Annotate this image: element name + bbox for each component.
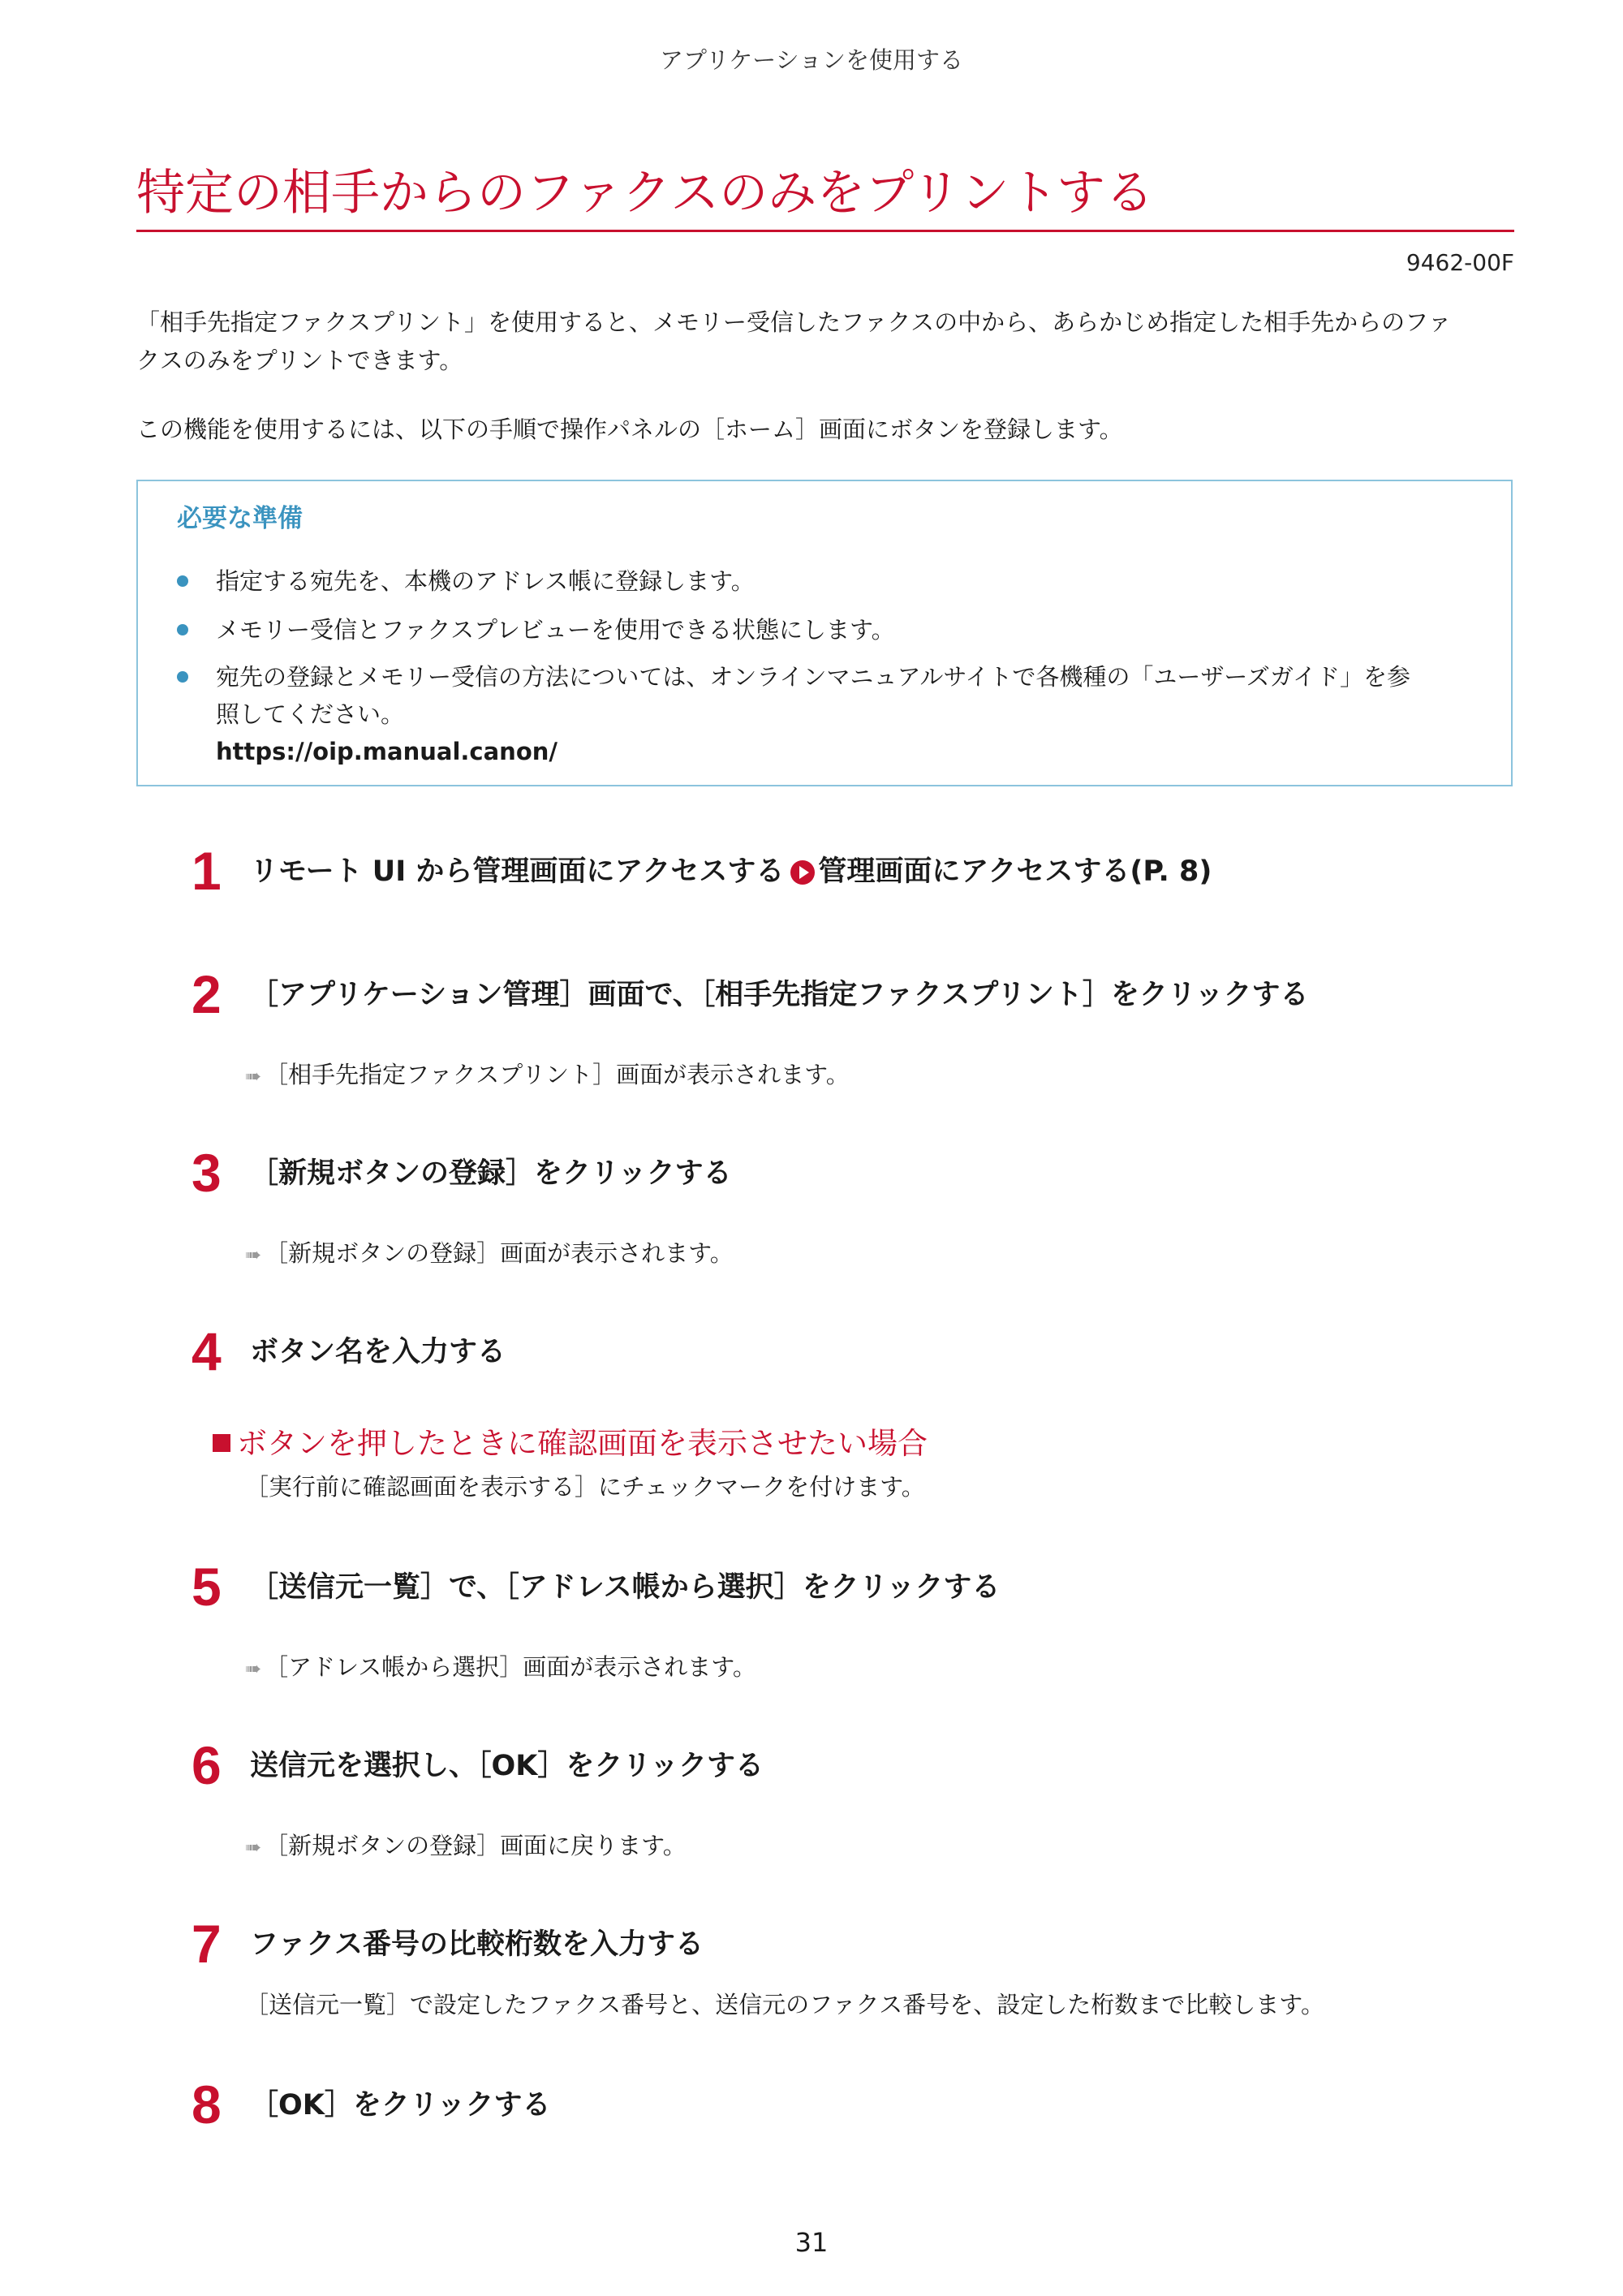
step-text-4: ボタン名を入力する [250,1336,506,1368]
result-arrow-icon: ➠ [245,1836,260,1859]
link-arrow-icon [790,860,815,885]
preparation-box [136,480,1513,786]
step-text-8: ［OK］をクリックする [250,2089,551,2122]
prep-item-text: 宛先の登録とメモリー受信の方法については、オンラインマニュアルサイトで各機種の「ユーザーズガイド」を参 [216,663,1411,691]
intro-paragraph-2: この機能を使用するには、以下の手順で操作パネルの［ホーム］画面にボタンを登録します。 [136,416,1123,443]
step-text-3: ［新規ボタンの登録］をクリックする [250,1157,732,1190]
step-4-sub-description: ［実行前に確認画面を表示する］にチェックマークを付けます。 [245,1473,925,1501]
bullet-icon [177,624,188,635]
step-5-result [245,1649,756,1682]
intro-paragraph-1 [136,304,1514,380]
step-2-result [245,1057,850,1090]
step-1 [250,849,1212,890]
step-6-result [245,1828,687,1861]
step-number-2: 2 [192,964,222,1024]
result-arrow-icon: ➠ [245,1065,260,1088]
intro-line-1: 「相手先指定ファクスプリント」を使用すると、メモリー受信したファクスの中から、あらかじめ指定した相手先からのファ [136,308,1452,336]
step-number-6: 6 [192,1735,222,1795]
prep-item-text: 指定する宛先を、本機のアドレス帳に登録します。 [216,567,755,595]
step-4-subheading [213,1419,928,1462]
step-number-4: 4 [192,1321,222,1381]
running-header: アプリケーションを使用する [659,46,964,74]
prep-item-text: メモリー受信とファクスプレビューを使用できる状態にします。 [216,616,895,644]
step-2-result-text: ［相手先指定ファクスプリント］画面が表示されます。 [265,1061,850,1088]
step-text-1: リモート UI から管理画面にアクセスする [250,855,785,888]
step-1-link[interactable]: 管理画面にアクセスする(P. 8) [818,855,1212,888]
page-number: 31 [794,2227,829,2258]
bullet-icon [177,575,188,587]
result-arrow-icon: ➠ [245,1243,260,1266]
step-text-7: ファクス番号の比較桁数を入力する [250,1928,704,1961]
document-id: 9462-00F [1406,249,1514,276]
step-3-result-text: ［新規ボタンの登録］画面が表示されます。 [265,1239,734,1267]
step-4-subheading-text: ボタンを押したときに確認画面を表示させたい場合 [237,1426,928,1461]
step-number-7: 7 [192,1914,222,1974]
step-6-result-text: ［新規ボタンの登録］画面に戻ります。 [265,1832,687,1859]
result-arrow-icon: ➠ [245,1657,260,1680]
manual-site-link[interactable]: https://oip.manual.canon/ [216,738,558,765]
title-divider [136,230,1514,232]
step-5-result-text: ［アドレス帳から選択］画面が表示されます。 [265,1653,756,1681]
step-number-8: 8 [192,2074,222,2134]
step-7-description: ［送信元一覧］で設定したファクス番号と、送信元のファクス番号を、設定した桁数まで比較します。 [245,1991,1324,2018]
step-number-5: 5 [192,1557,222,1617]
square-bullet-icon [213,1434,230,1452]
step-text-6: 送信元を選択し、［OK］をクリックする [250,1750,764,1782]
prep-item-text: 照してください。 [216,700,405,728]
step-3-result [245,1235,734,1269]
step-text-2: ［アプリケーション管理］画面で、［相手先指定ファクスプリント］をクリックする [250,979,1309,1011]
step-text-5: ［送信元一覧］で、［アドレス帳から選択］をクリックする [250,1571,1001,1604]
preparation-title: 必要な準備 [177,504,303,533]
step-number-3: 3 [192,1143,222,1203]
bullet-icon [177,671,188,683]
page-title: 特定の相手からのファクスのみをプリントする [136,165,1154,222]
intro-line-2: クスのみをプリントできます。 [136,347,463,374]
step-number-1: 1 [192,841,222,901]
